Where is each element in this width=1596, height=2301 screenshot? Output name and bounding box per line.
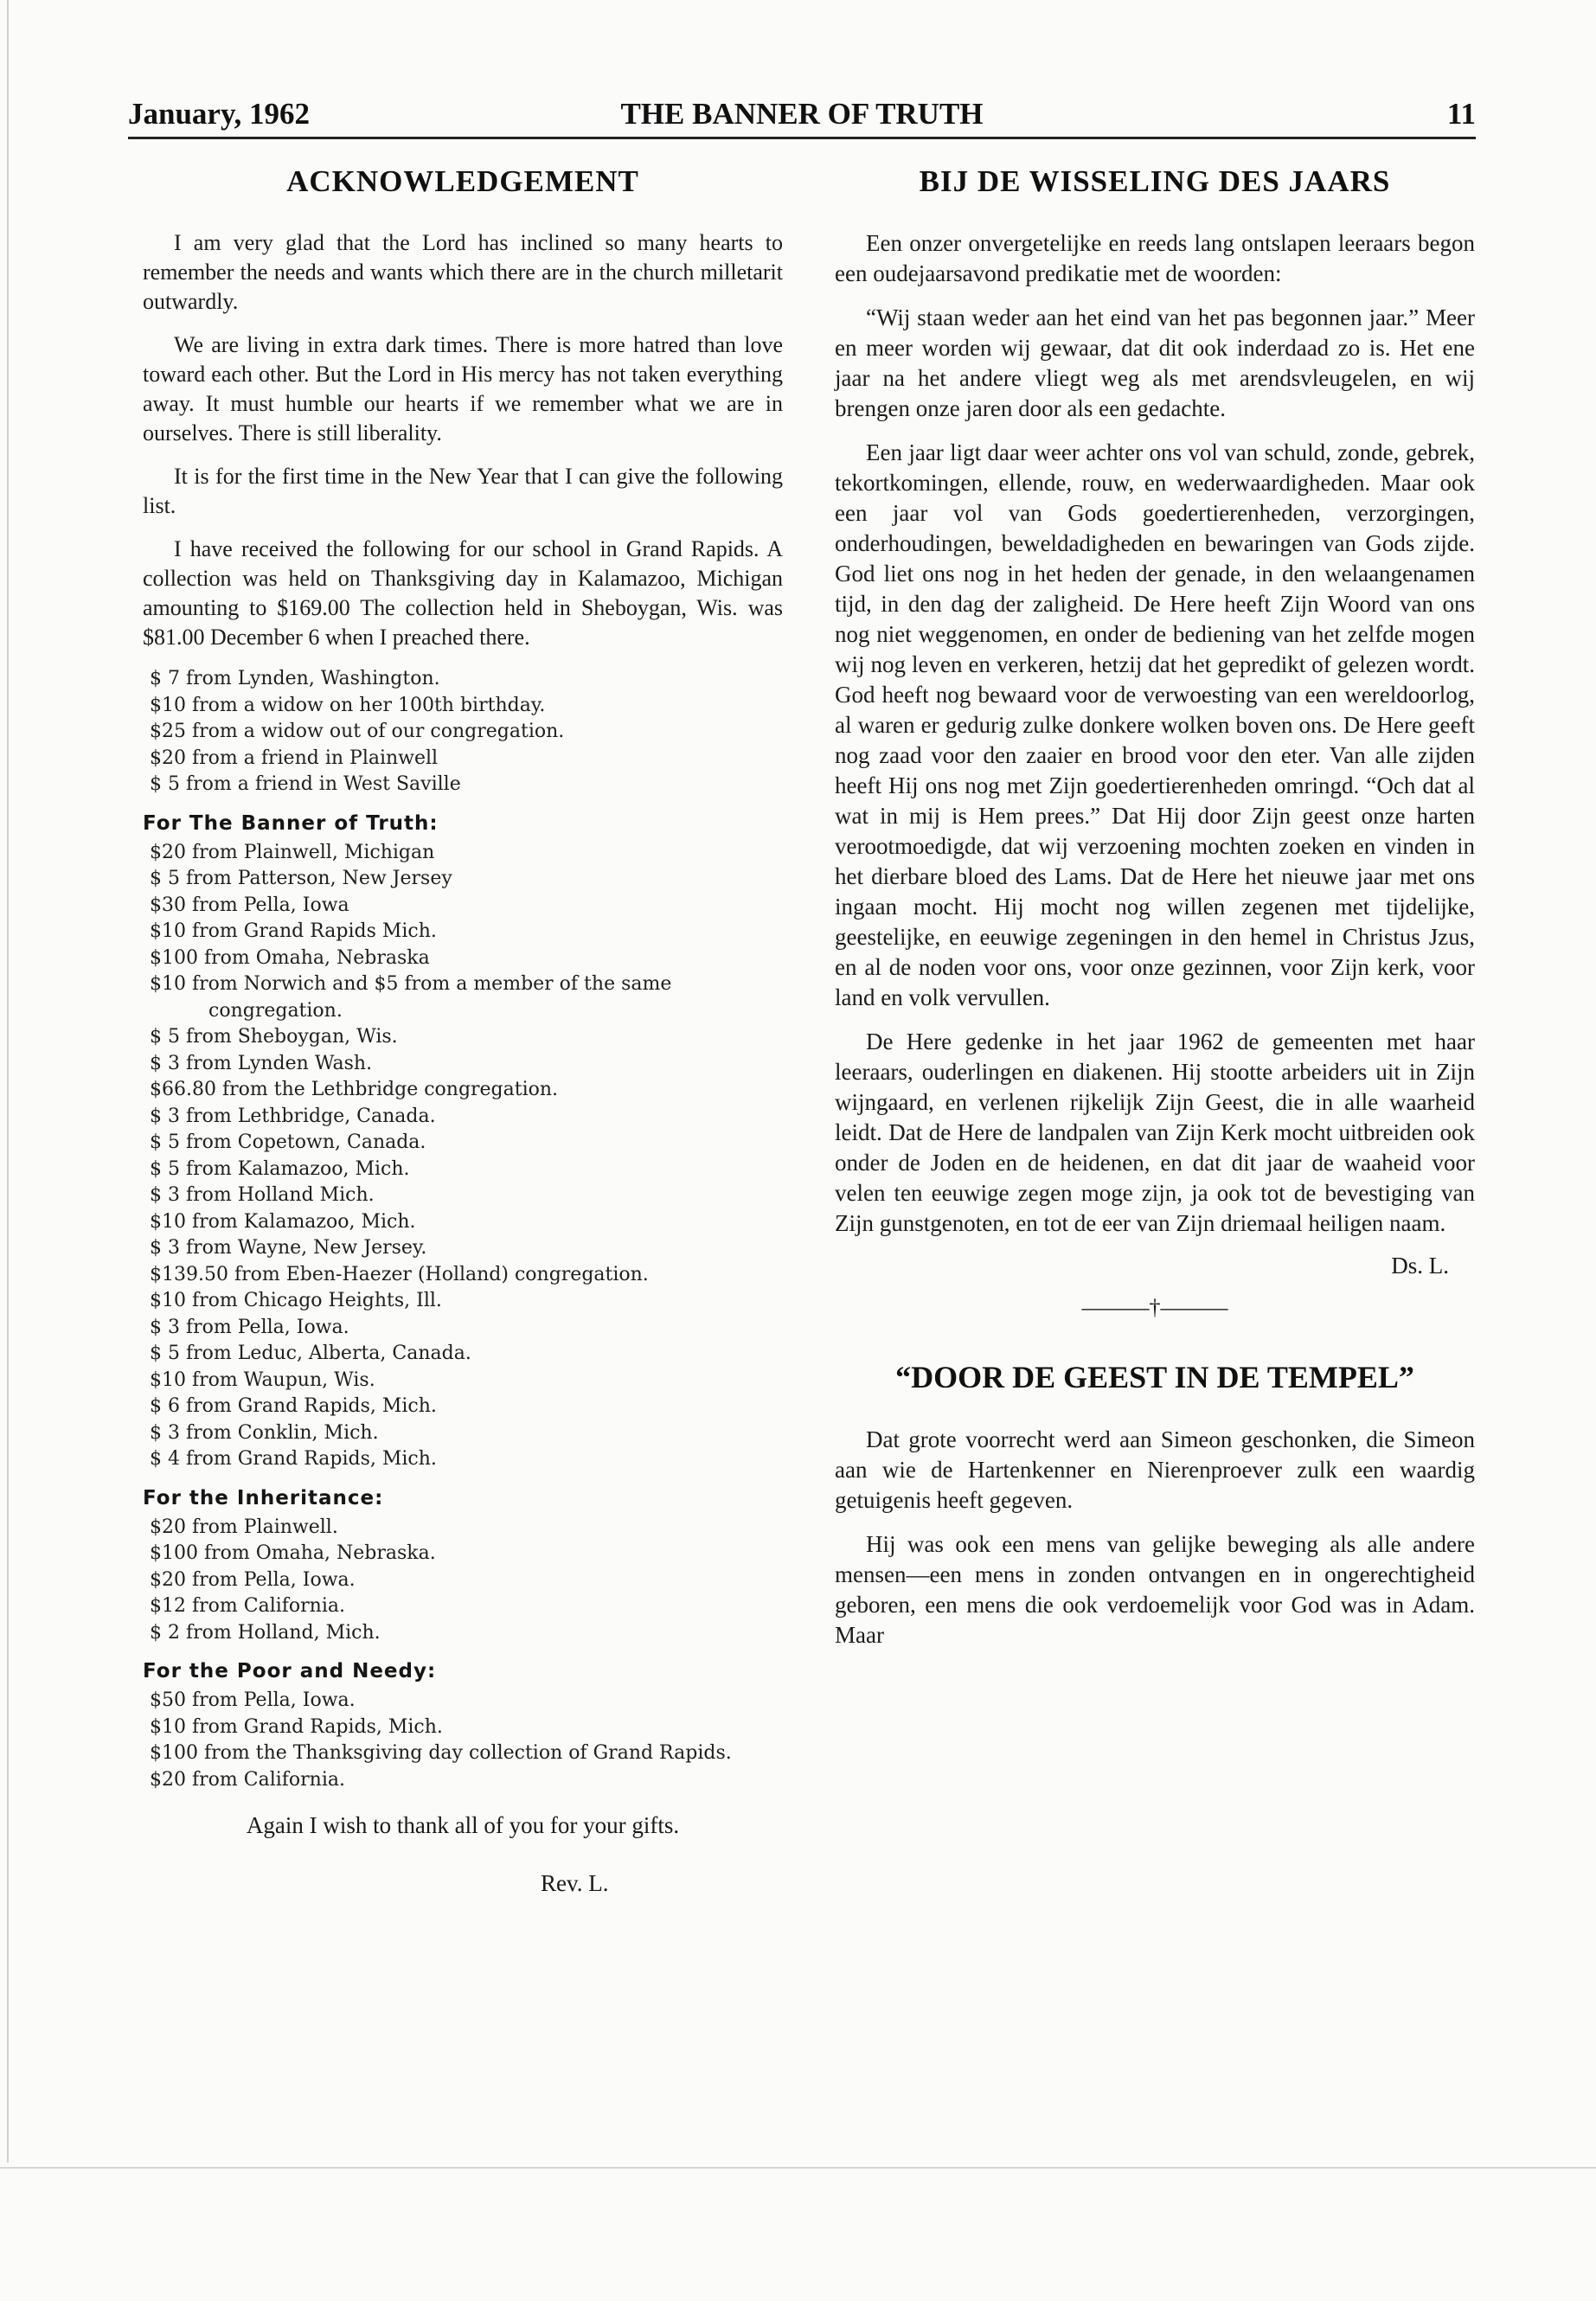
page-edge-left [7,0,9,2163]
gift-item: $100 from the Thanksgiving day collection of Grand Rapids. [150,1742,732,1764]
tempel-paragraph: Hij was ook een mens van gelijke beweging als alle andere mensen—een mens in zonden ontvangen en in ongerechtigheid geboren, een mens die ook verdoemelijk voor God was in Adam. Maar [835,1531,1475,1648]
header-rule [128,137,1476,139]
gift-item: $139.50 from Eben-Haezer (Holland) congregation. [150,1263,649,1285]
gift-item: $10 from a widow on her 100th birthday. [150,694,546,716]
wisseling-paragraph: Een onzer onvergetelijke en reeds lang ontslapen leeraars begon een oudejaarsavond predikatie met de woorden: [835,230,1475,286]
wisseling-title: BIJ DE WISSELING DES JAARS [919,164,1391,198]
running-header [128,97,1476,137]
poor-gift-list [150,1688,783,1793]
inheritance-gift-list [150,1515,783,1647]
gift-item: $ 5 from Leduc, Alberta, Canada. [150,1343,471,1364]
gift-item: $ 2 from Holland, Mich. [150,1621,381,1644]
gift-item: $10 from Grand Rapids Mich. [150,920,437,942]
gift-item: $ 7 from Lynden, Washington. [150,668,440,689]
gift-item: $25 from a widow out of our congregation. [150,721,565,742]
gift-item: $ 3 from Holland Mich. [150,1184,375,1206]
gift-item: $12 from California. [150,1595,345,1617]
wisseling-signature: Ds. L. [1391,1253,1449,1279]
header-magazine-title: THE BANNER OF TRUTH [620,97,984,131]
inheritance-heading: For the Inheritance: [143,1486,384,1509]
gift-item: $50 from Pella, Iowa. [150,1689,356,1711]
gift-item: $20 from Pella, Iowa. [150,1568,356,1591]
gift-item: $ 3 from Wayne, New Jersey. [150,1237,427,1259]
section-divider: ———†——— [1081,1295,1228,1320]
banner-of-truth-heading: For The Banner of Truth: [143,811,439,835]
acknowledgement-paragraph: I am very glad that the Lord has inclined so many hearts to remember the needs and wants which there are in the church milletarit outwardly. [143,230,783,314]
tempel-title: “DOOR DE GEEST IN DE TEMPEL” [895,1360,1414,1394]
header-page-number: 11 [1446,97,1476,131]
gift-item: $ 5 from Sheboygan, Wis. [150,1026,398,1048]
left-column [143,164,783,1897]
right-column [835,164,1475,1664]
banner-gift-list [150,840,783,1473]
gift-item: $20 from Plainwell, Michigan [150,841,435,863]
gift-item: $10 from Norwich and $5 from a member of the same congregation. [150,973,672,1022]
gift-item: $ 5 from a friend in West Saville [150,773,461,795]
acknowledgement-paragraph: We are living in extra dark times. There is more hatred than love toward each other. But the Lord in His mercy has not taken everything away. It must humble our hearts if we remember what we are in ourselves. There is still liberality. [143,332,783,445]
acknowledgement-title: ACKNOWLEDGEMENT [286,164,639,198]
header-date: January, 1962 [128,97,311,131]
gift-item: $ 6 from Grand Rapids, Mich. [150,1395,437,1417]
gift-item: $20 from a friend in Plainwell [150,747,439,769]
gift-item: $10 from Chicago Heights, Ill. [150,1290,442,1311]
gift-item: $ 3 from Lethbridge, Canada. [150,1105,436,1127]
gift-item: $66.80 from the Lethbridge congregation. [150,1079,559,1100]
acknowledgement-signature: Rev. L. [541,1870,609,1896]
gift-item: $ 3 from Lynden Wash. [150,1052,373,1074]
gift-item: $30 from Pella, Iowa [150,894,349,916]
tempel-paragraph: Dat grote voorrecht werd aan Simeon geschonken, die Simeon aan wie de Hartenkenner en Nierenproever zulk een waardig getuigenis heeft gegeven. [835,1426,1475,1513]
gift-item: $ 5 from Copetown, Canada. [150,1131,426,1153]
gift-item: $10 from Kalamazoo, Mich. [150,1210,416,1233]
gift-item: $10 from Waupun, Wis. [150,1368,375,1391]
gift-item: $ 3 from Pella, Iowa. [150,1316,349,1338]
school-gift-list [150,666,783,798]
gift-item: $ 4 from Grand Rapids, Mich. [150,1448,437,1470]
acknowledgement-paragraph: It is for the first time in the New Year that I can give the following list. [143,464,783,518]
page-edge-bottom [0,2167,1596,2169]
gift-item: $100 from Omaha, Nebraska. [150,1542,436,1564]
gift-item: $20 from California. [150,1768,345,1791]
acknowledgement-paragraph: I have received the following for our school in Grand Rapids. A collection was held on Thanksgiving day in Kalamazoo, Michigan amounting to $169.00 The collection held in Sheboygan, Wis. was $81.00 December 6 when I preached there. [143,536,783,650]
gift-item: $10 from Grand Rapids, Mich. [150,1715,443,1738]
gift-item: $20 from Plainwell. [150,1516,338,1538]
gift-item: $ 3 from Conklin, Mich. [150,1421,379,1444]
wisseling-paragraph: “Wij staan weder aan het eind van het pas begonnen jaar.” Meer en meer worden wij gewaar, dat dit ook inderdaad zo is. Het ene jaar na het andere vliegt weg als met arendsvleugelen, en wij brengen onze jaren door als een gedachte. [835,304,1475,421]
gift-item: $ 5 from Patterson, New Jersey [150,868,452,889]
poor-and-needy-heading: For the Poor and Needy: [143,1660,437,1682]
gift-item: $ 5 from Kalamazoo, Mich. [150,1157,410,1180]
acknowledgement-closing: Again I wish to thank all of you for your gifts. [246,1812,680,1838]
gift-item: $100 from Omaha, Nebraska [150,946,430,969]
wisseling-paragraph: De Here gedenke in het jaar 1962 de gemeenten met haar leeraars, ouderlingen en diakenen. Hij stootte arbeiders uit in Zijn wijngaard, en verlenen rijkelijk Zijn Geest, die in alle waarheid leidt. Dat de Here de landpalen van Zijn Kerk mocht uitbreiden ook onder de Joden en de heidenen, en dat dit jaar de waaheid voor velen ten eeuwige zegen moge zijn, ja ook tot de bevestiging van Zijn gunstgenoten, en tot de eer van Zijn driemaal heiligen naam. [835,1029,1475,1236]
wisseling-paragraph: Een jaar ligt daar weer achter ons vol van schuld, zonde, gebrek, tekortkomingen, ellende, rouw, en wederwaardigheden. Maar ook een jaar vol van Gods goedertierenheden, verzorgingen, onderhoudingen, beweldadigheden en bewaringen van Gods zijde. God liet ons nog in het heden der genade, in den welaangenamen tijd, in den dag der zaligheid. De Here heeft Zijn Woord van ons nog niet weggenomen, en onder de bediening van het zelfde mogen wij nog leven en verkeren, hetzij dat het gepredikt of gelezen wordt. God heeft nog bewaard voor de verwoesting van een wereldoorlog, al waren er gedurig zulke donkere wolken boven ons. De Here geeft nog zaad voor den zaaier en brood voor den eter. Van alle zijden heeft Hij ons nog met Zijn goedertierenheden omringd. “Och dat al wat in mij is Hem prees.” Dat Hij door Zijn geest onze harten verootmoedigde, dat wij verzoening mochten zoeken en vinden in het dierbare bloed des Lams. Dat de Here het nieuwe jaar met ons ingaan mocht. Hij mocht nog willen zegenen met tijdelijke, geestelijke, en eeuwige zegeningen in den hemel in Christus Jzus, en al de noden voor ons, voor onze gezinnen, voor Zijn kerk, voor land en volk vervullen. [835,439,1475,1010]
